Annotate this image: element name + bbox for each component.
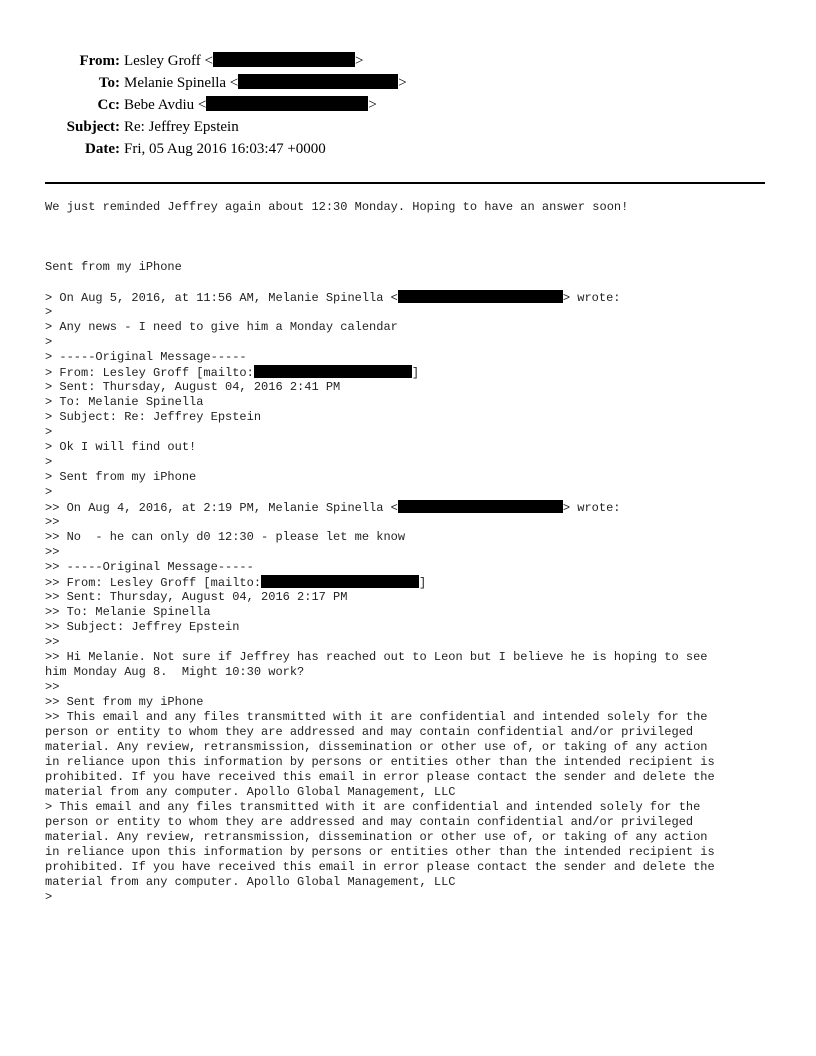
from-mailto-line [45,575,775,590]
mailto-close: ] [411,366,420,380]
body-line: >> Subject: Jeffrey Epstein [45,620,240,634]
subject-value: Re: Jeffrey Epstein [124,119,239,135]
body-line: >> [45,515,60,529]
date-row [0,138,407,160]
disclaimer-line: >> This email and any files transmitted with it are confidential and intended solely for the [45,710,708,724]
redaction-box [398,290,563,303]
body-line: > Ok I will find out! [45,440,197,454]
from-row [0,50,407,72]
quote-header-text: >> On Aug 4, 2016, at 2:19 PM, Melanie Spinella < [45,501,398,515]
body-line: >> [45,680,60,694]
from-close-bracket: > [355,53,364,69]
date-value: Fri, 05 Aug 2016 16:03:47 +0000 [124,141,326,157]
body-line: > Subject: Re: Jeffrey Epstein [45,410,262,424]
disclaimer-line: material. Any review, retransmission, dissemination or other use of, or taking of any action [45,740,708,754]
blank-line [45,245,775,260]
signature-line: Sent from my iPhone [45,260,182,274]
to-label: To: [98,75,120,91]
body-line: > [45,335,53,349]
body-line: >> Sent: Thursday, August 04, 2016 2:17 PM [45,590,348,604]
quote-header-line [45,290,775,305]
disclaimer-line: in reliance upon this information by persons or entities other than the intended recipient is [45,755,715,769]
subject-label: Subject: [66,119,120,135]
body-line: him Monday Aug 8. Might 10:30 work? [45,665,305,679]
body-line: > To: Melanie Spinella [45,395,204,409]
blank-line [45,230,775,245]
mailto-text: >> From: Lesley Groff [mailto: [45,576,262,590]
redaction-box [206,96,368,111]
cc-label: Cc: [97,97,120,113]
disclaimer-line: material from any computer. Apollo Global Management, LLC [45,785,456,799]
cc-close-bracket: > [368,97,377,113]
subject-row [0,116,407,138]
body-line: > [45,485,53,499]
body-line: > -----Original Message----- [45,350,247,364]
to-close-bracket: > [398,75,407,91]
quote-header-text: > On Aug 5, 2016, at 11:56 AM, Melanie Spinella < [45,291,398,305]
disclaimer-line: > This email and any files transmitted with it are confidential and intended solely for the [45,800,701,814]
disclaimer-line: prohibited. If you have received this email in error please contact the sender and delete the [45,770,715,784]
cc-row [0,94,407,116]
body-line: > Sent: Thursday, August 04, 2016 2:41 PM [45,380,341,394]
blank-line [45,275,775,290]
cc-name: Bebe Avdiu < [124,97,207,113]
disclaimer-line: material. Any review, retransmission, dissemination or other use of, or taking of any action [45,830,708,844]
email-body [45,200,775,905]
quote-header-line [45,500,775,515]
date-label: Date: [85,141,120,157]
body-line: > [45,890,53,904]
body-line: > Any news - I need to give him a Monday calendar [45,320,398,334]
disclaimer-line: person or entity to whom they are addressed and may contain confidential and/or privileged [45,815,694,829]
quote-header-suffix: > wrote: [562,501,621,515]
body-line: > [45,455,53,469]
body-line: > [45,305,53,319]
body-line: >> Sent from my iPhone [45,695,204,709]
email-header [0,50,407,160]
body-line: >> [45,545,60,559]
from-label: From: [79,53,120,69]
body-line: > [45,425,53,439]
cc-value [124,94,377,116]
body-line: >> [45,635,60,649]
redaction-box [398,500,563,513]
redaction-box [238,74,398,89]
quote-header-suffix: > wrote: [562,291,621,305]
mailto-close: ] [419,576,427,590]
body-line: >> No - he can only d0 12:30 - please let me know [45,530,406,544]
from-mailto-line [45,365,775,380]
disclaimer-line: prohibited. If you have received this email in error please contact the sender and delete the [45,860,715,874]
redaction-box [261,575,419,588]
body-line: >> To: Melanie Spinella [45,605,211,619]
redaction-box [213,52,355,67]
header-divider [45,182,765,184]
to-row [0,72,407,94]
from-name: Lesley Groff < [124,53,213,69]
blank-line [45,215,775,230]
mailto-text: > From: Lesley Groff [mailto: [45,366,254,380]
to-value [124,72,407,94]
disclaimer-line: in reliance upon this information by persons or entities other than the intended recipient is [45,845,715,859]
disclaimer-line: person or entity to whom they are addressed and may contain confidential and/or privileged [45,725,694,739]
redaction-box [254,365,412,378]
body-line: We just reminded Jeffrey again about 12:30 Monday. Hoping to have an answer soon! [45,200,629,214]
body-line: >> Hi Melanie. Not sure if Jeffrey has reached out to Leon but I believe he is hoping to see [45,650,708,664]
from-value [124,50,363,72]
body-line: > Sent from my iPhone [45,470,197,484]
disclaimer-line: material from any computer. Apollo Global Management, LLC [45,875,456,889]
body-line: >> -----Original Message----- [45,560,254,574]
to-name: Melanie Spinella < [124,75,239,91]
